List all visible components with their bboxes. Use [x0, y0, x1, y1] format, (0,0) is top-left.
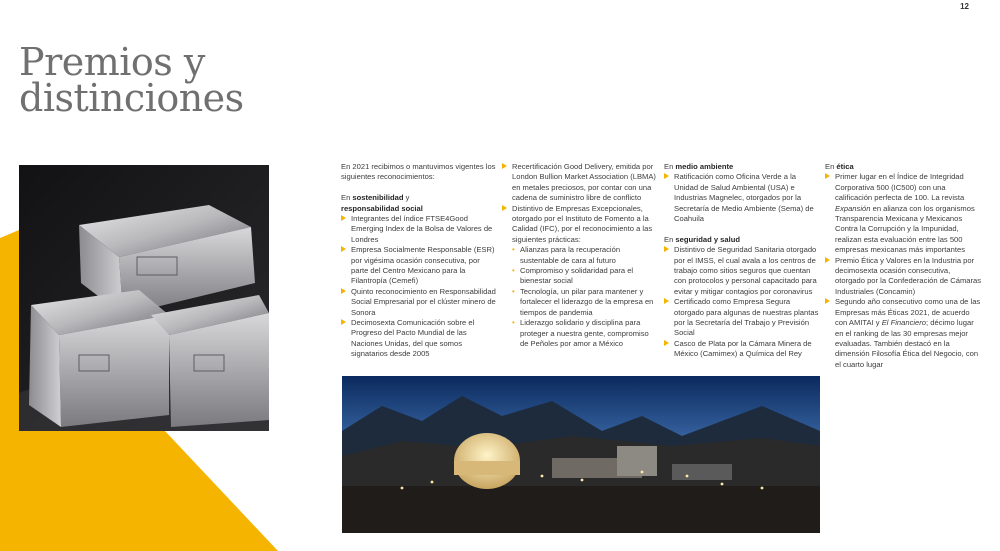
bullet-dot-icon: • — [512, 266, 515, 276]
list-item: Integrantes del índice FTSE4Good Emerging Index de la Bolsa de Valores de Londres — [341, 214, 498, 245]
arrow-bullet-icon — [664, 298, 669, 304]
list-item: Premio Ética y Valores en la Industria por decimosexta ocasión consecutiva, otorgado por la Confederación de Cámaras Industriales (Concamin) — [825, 256, 982, 298]
arrow-bullet-icon — [664, 246, 669, 252]
list-item: Primer lugar en el Índice de Integridad Corporativa 500 (IC500) con una calificación perfecta de 100. La revista Expansión en alianza con los organismos Transparencia Mexicana y Mexicanos Contra la Corrupción y la Impunidad, realizan esta evaluación entre las 500 empresas mexicanas más importantes — [825, 172, 982, 255]
awards-column-2 — [502, 162, 659, 349]
sub-list-item: • Tecnología, un pilar para mantener y fortalecer el liderazgo de la empresa en tiempos de pandemia — [512, 286, 654, 317]
bullet-dot-icon: • — [512, 318, 515, 328]
arrow-bullet-icon — [341, 288, 346, 294]
section-heading-etica: En ética — [825, 162, 854, 171]
page-number: 12 — [960, 2, 969, 11]
bullet-dot-icon: • — [512, 286, 515, 296]
section-heading-medio-ambiente: En medio ambiente — [664, 162, 734, 171]
list-item: Casco de Plata por la Cámara Minera de México (Camimex) a Química del Rey — [664, 339, 821, 360]
list-item: Recertificación Good Delivery, emitida por London Bullion Market Association (LBMA) en metales preciosos, por contar con una cadena de suministro libre de conflicto — [502, 162, 659, 204]
list-item: Segundo año consecutivo como una de las Empresas más Éticas 2021, de acuerdo con AMITAI y El Financiero; décimo lugar en el ranking de las 30 empresas mejor evaluadas. También destacó en la dimensión Filosofía Ética del Negocio, con el cuarto lugar — [825, 297, 982, 370]
practicas-sublist — [502, 245, 659, 349]
arrow-bullet-icon — [825, 298, 830, 304]
awards-column-4 — [825, 162, 982, 370]
silver-bars-photo — [19, 165, 269, 431]
section-heading-sostenibilidad: En sostenibilidad y responsabilidad social — [341, 193, 423, 213]
sub-list-item: • Compromiso y solidaridad para el bienestar social — [512, 266, 634, 286]
section-heading-seguridad-salud: En seguridad y salud — [664, 234, 740, 244]
arrow-bullet-icon — [664, 173, 669, 179]
bullet-dot-icon: • — [512, 245, 515, 255]
arrow-bullet-icon — [341, 215, 346, 221]
seguridad-salud-list — [664, 245, 821, 359]
arrow-bullet-icon — [664, 340, 669, 346]
list-item: Empresa Socialmente Responsable (ESR) por vigésima ocasión consecutiva, por parte del Centro Mexicano para la Filantropía (Cemefi) — [341, 245, 498, 287]
page-title-line-2: distinciones — [19, 76, 244, 120]
arrow-bullet-icon — [341, 319, 346, 325]
arrow-bullet-icon — [825, 257, 830, 263]
arrow-bullet-icon — [825, 173, 830, 179]
list-item: Quinto reconocimiento en Responsabilidad Social Empresarial por el clúster minero de Sonora — [341, 287, 498, 318]
awards-column-1 — [341, 162, 498, 360]
list-item: Certificado como Empresa Segura otorgado para algunas de nuestras plantas por la Secretaría del Trabajo y Previsión Social — [664, 297, 821, 339]
intro-text: En 2021 recibimos o mantuvimos vigentes los siguientes reconocimientos: — [341, 162, 496, 182]
arrow-bullet-icon — [341, 246, 346, 252]
arrow-bullet-icon — [502, 205, 507, 211]
sub-list-item: • Liderazgo solidario y disciplina para proteger a nuestra gente, compromiso de Peñoles por amor a México — [512, 318, 649, 348]
list-item: Ratificación como Oficina Verde a la Unidad de Salud Ambiental (USA) e Industrias Magnelec, otorgados por la Secretaría de Medio Ambiente (Sema) de Coahuila — [664, 172, 821, 224]
etica-list — [825, 172, 982, 370]
sostenibilidad-list — [341, 214, 498, 360]
list-item: Distintivo de Seguridad Sanitaria otorgado por el IMSS, el cual avala a los centros de trabajo como sitios seguros que cuentan con protocolos y personal capacitado para evitar y mitigar contagios por coronavirus — [664, 245, 821, 297]
page-title-line-1: Premios y — [19, 40, 205, 84]
sostenibilidad-list-continued — [502, 162, 659, 245]
sub-list-item: • Alianzas para la recuperación sustentable de cara al futuro — [512, 245, 621, 265]
page-title — [19, 40, 244, 120]
arrow-bullet-icon — [502, 163, 507, 169]
medio-ambiente-list — [664, 172, 821, 224]
list-item: Distintivo de Empresas Excepcionales, otorgado por el Instituto de Fomento a la Calidad (IFC), por el reconocimiento a las siguientes prácticas: — [502, 204, 659, 246]
awards-column-3 — [664, 162, 821, 360]
mine-night-photo — [342, 376, 820, 533]
list-item: Decimosexta Comunicación sobre el Progreso del Pacto Mundial de las Naciones Unidas, del que somos signatarios desde 2005 — [341, 318, 498, 360]
